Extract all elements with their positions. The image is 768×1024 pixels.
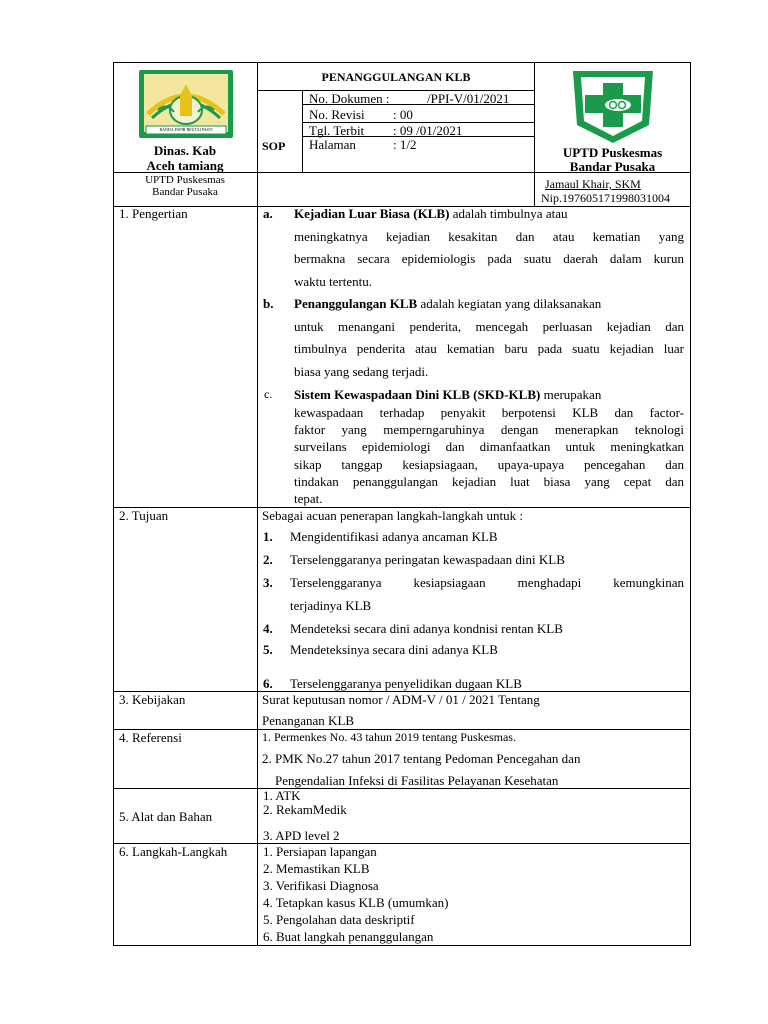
- referensi-line3: Pengendalian Infeksi di Fasilitas Pelayanan Kesehatan: [275, 773, 559, 788]
- logo-ribbon-text: BANDA PAPIR BEUTAI PASTI: [159, 127, 213, 132]
- referensi-line2: 2. PMK No.27 tahun 2017 tentang Pedoman Pencegahan dan: [262, 751, 581, 766]
- dokumen-value: /PPI-V/01/2021: [427, 91, 510, 106]
- pengertian-a-line1-rest: adalah timbulnya atau: [449, 206, 568, 221]
- pengertian-a-line1: [294, 206, 567, 221]
- langkah-label: 6. Langkah-Langkah: [119, 844, 228, 859]
- terbit-value: : 09 /01/2021: [393, 123, 463, 138]
- pengertian-b-line3: timbulnya penderita atau kematian baru pada suatu kejadian luar: [294, 341, 684, 356]
- tujuan-num-6: 6.: [263, 676, 273, 691]
- signer-nip: Nip.197605171998031004: [541, 191, 670, 205]
- revisi-label: No. Revisi: [309, 107, 365, 122]
- sub-org-line1: UPTD Puskesmas: [145, 174, 225, 186]
- pengertian-c-line4: surveilans epidemiologi dan dimanfaatkan untuk meningkatkan: [294, 439, 684, 454]
- tujuan-item-4: Mendeteksi secara dini adanya kondnisi rentan KLB: [290, 621, 563, 636]
- kebijakan-line2: Penanganan KLB: [262, 713, 355, 728]
- left-org-line1: Dinas. Kab: [153, 143, 217, 158]
- langkah-item: 6. Buat langkah penanggulangan: [263, 929, 434, 944]
- dokumen-label: No. Dokumen :: [309, 91, 390, 106]
- tujuan-num-1: 1.: [263, 529, 273, 544]
- pengertian-c-line3: faktor yang memperngaruhinya dengan menerapkan teknologi: [294, 422, 684, 437]
- langkah-item: 3. Verifikasi Diagnosa: [263, 878, 379, 893]
- referensi-label: 4. Referensi: [119, 730, 182, 745]
- kebijakan-line1: Surat keputusan nomor / ADM-V / 01 / 2021 Tentang: [262, 692, 540, 707]
- langkah-item: 4. Tetapkan kasus KLB (umumkan): [263, 895, 449, 910]
- terbit-label: Tgl. Terbit: [309, 123, 365, 138]
- left-org-line2: Aceh tamiang: [146, 158, 224, 173]
- tujuan-label: 2. Tujuan: [119, 508, 169, 523]
- pengertian-a-mark: a.: [263, 206, 273, 221]
- tujuan-num-4: 4.: [263, 621, 273, 636]
- document-title: PENANGGULANGAN KLB: [321, 70, 471, 84]
- pengertian-c-line1: [294, 387, 601, 402]
- tujuan-num-5: 5.: [263, 642, 273, 657]
- pengertian-c-line7: tepat.: [294, 491, 323, 506]
- revisi-value: : 00: [393, 107, 413, 122]
- tujuan-intro: Sebagai acuan penerapan langkah-langkah untuk :: [262, 508, 523, 523]
- pengertian-b-mark: b.: [263, 296, 274, 311]
- langkah-item: 1. Persiapan lapangan: [263, 844, 377, 859]
- kebijakan-label: 3. Kebijakan: [119, 692, 186, 707]
- alat-item-1: 1. ATK: [263, 788, 301, 803]
- langkah-item: 5. Pengolahan data deskriptif: [263, 912, 415, 927]
- right-org-line1: UPTD Puskesmas: [562, 145, 663, 160]
- pengertian-a-line3: bermakna secara epidemiologis pada suatu daerah dalam kurun: [294, 251, 684, 266]
- pengertian-a-line4: waktu tertentu.: [294, 274, 372, 289]
- pengertian-b-line1-rest: adalah kegiatan yang dilaksanakan: [417, 296, 602, 311]
- pengertian-b-line4: biasa yang sedang terjadi.: [294, 364, 429, 379]
- pengertian-c-term: Sistem Kewaspadaan Dini KLB (SKD-KLB): [294, 387, 541, 402]
- langkah-item: 2. Memastikan KLB: [263, 861, 370, 876]
- sop-label: SOP: [262, 139, 286, 153]
- pengertian-b-line1: [294, 296, 601, 311]
- referensi-line1: 1. Permenkes No. 43 tahun 2019 tentang Puskesmas.: [262, 730, 516, 744]
- tujuan-item-1: Mengidentifikasi adanya ancaman KLB: [290, 529, 498, 544]
- tujuan-item-6: Terselenggaranya penyelidikan dugaan KLB: [290, 676, 522, 691]
- right-org-line2: Bandar Pusaka: [569, 159, 656, 174]
- halaman-label: Halaman: [309, 137, 356, 152]
- halaman-value: : 1/2: [393, 137, 417, 152]
- alat-item-2: 2. RekamMedik: [263, 802, 347, 817]
- tujuan-num-3: 3.: [263, 575, 273, 590]
- puskesmas-logo: [565, 65, 661, 145]
- alat-label: 5. Alat dan Bahan: [119, 809, 213, 824]
- tujuan-item-3a: Terselenggaranya kesiapsiagaan menghadapi kemungkinan: [290, 575, 684, 590]
- pengertian-b-term: Penanggulangan KLB: [294, 296, 418, 311]
- pengertian-c-line5: sikap tanggap kesiapsiagaan, upaya-upaya pencegahan dan: [294, 457, 684, 472]
- pengertian-c-mark: c.: [264, 387, 273, 401]
- signer-name: Jamaul Khair, SKM: [545, 177, 641, 191]
- tujuan-item-3b: terjadinya KLB: [290, 598, 372, 613]
- sub-org-line2: Bandar Pusaka: [152, 186, 218, 198]
- pengertian-a-line2: meningkatnya kejadian kesakitan dan atau kematian yang: [294, 229, 684, 244]
- tujuan-item-2: Terselenggaranya peringatan kewaspadaan dini KLB: [290, 552, 565, 567]
- pengertian-c-line2: kewaspadaan terhadap penyakit berpotensi KLB dan factor-: [294, 405, 684, 420]
- pengertian-b-line2: untuk menangani penderita, mencegah perluasan kejadian dan: [294, 319, 684, 334]
- pengertian-c-line1-rest: merupakan: [540, 387, 602, 402]
- alat-item-3: 3. APD level 2: [263, 828, 340, 843]
- tujuan-num-2: 2.: [263, 552, 273, 567]
- pengertian-c-line6: tindakan penanggulangan kejadian luat biasa yang cepat dan: [294, 474, 684, 489]
- tujuan-item-5: Mendeteksinya secara dini adanya KLB: [290, 642, 498, 657]
- dinas-logo: [136, 64, 236, 142]
- pengertian-label: 1. Pengertian: [119, 206, 188, 221]
- pengertian-a-term: Kejadian Luar Biasa (KLB): [294, 206, 450, 221]
